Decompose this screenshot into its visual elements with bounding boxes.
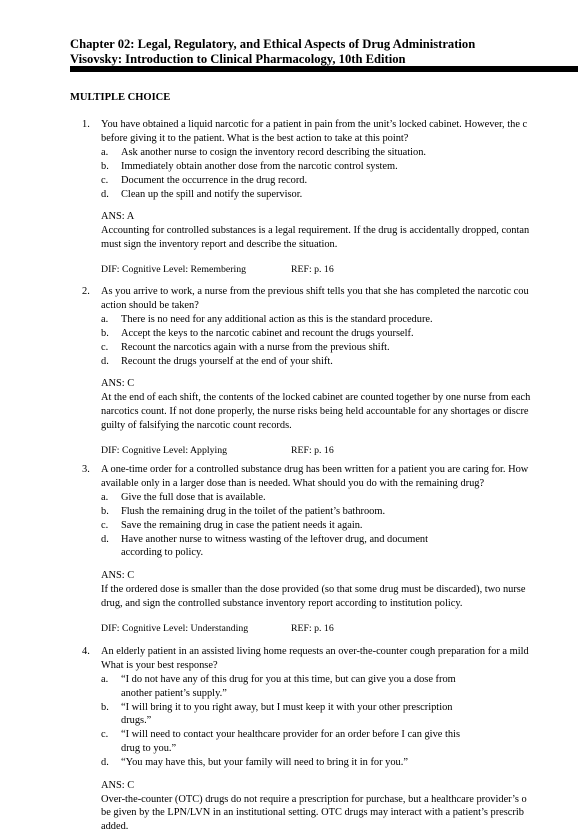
option-line: Immediately obtain another dose from the narcotic control system. bbox=[121, 160, 398, 172]
option-letter: a. bbox=[101, 314, 109, 326]
option-letter: a. bbox=[101, 492, 109, 504]
rationale-line: must sign the inventory report and describe the situation. bbox=[101, 238, 338, 250]
option-line: “I will need to contact your healthcare provider for an order before I can give this bbox=[121, 729, 460, 741]
option-letter: b. bbox=[101, 701, 109, 713]
option-text bbox=[121, 327, 414, 341]
rationale-line: If the ordered dose is smaller than the dose provided (so that some drug must be discarded), two nurse bbox=[101, 583, 526, 595]
question-stem bbox=[101, 463, 528, 491]
option-letter: c. bbox=[101, 174, 109, 186]
option-text bbox=[121, 355, 333, 369]
answer-key: ANS: C bbox=[101, 570, 135, 582]
page-reference: REF: p. 16 bbox=[291, 263, 334, 275]
option-letter: b. bbox=[101, 505, 109, 517]
option-line: Have another nurse to witness wasting of the leftover drug, and document bbox=[121, 533, 429, 545]
option-line: Document the occurrence in the drug record. bbox=[121, 174, 308, 186]
rationale-line: drug, and sign the controlled substance inventory report according to institution policy. bbox=[101, 597, 463, 609]
question-meta bbox=[101, 444, 334, 458]
rationale bbox=[101, 793, 527, 834]
option-text bbox=[121, 174, 307, 188]
question-stem bbox=[101, 285, 529, 313]
option-letter: d. bbox=[101, 756, 109, 768]
stem-line: As you arrive to work, a nurse from the previous shift tells you that she has completed the narcotic cou bbox=[101, 286, 529, 297]
option-line: Save the remaining drug in case the patient needs it again. bbox=[121, 519, 363, 531]
answer-key: ANS: A bbox=[101, 211, 135, 223]
option-letter: b. bbox=[101, 327, 109, 339]
rationale-line: Over-the-counter (OTC) drugs do not require a prescription for purchase, but a healthcare provider’s o bbox=[101, 793, 527, 805]
chapter-title: Chapter 02: Legal, Regulatory, and Ethical Aspects of Drug Administration bbox=[70, 37, 476, 51]
stem-line: action should be taken? bbox=[101, 299, 199, 311]
option-text bbox=[121, 505, 385, 519]
option-line: Clean up the spill and notify the supervisor. bbox=[121, 188, 303, 200]
option-text bbox=[121, 728, 460, 756]
question-stem bbox=[101, 645, 529, 673]
option-line: There is no need for any additional action as this is the standard procedure. bbox=[121, 314, 433, 326]
question-number: 2. bbox=[82, 286, 90, 297]
option-text bbox=[121, 701, 452, 729]
answer-key: ANS: C bbox=[101, 779, 135, 791]
option-letter: d. bbox=[101, 355, 109, 367]
rationale bbox=[101, 391, 530, 432]
option-line: Ask another nurse to cosign the inventory record describing the situation. bbox=[121, 147, 427, 159]
option-text bbox=[121, 673, 456, 701]
rationale-line: At the end of each shift, the contents of the locked cabinet are counted together by one nurse from each bbox=[101, 392, 531, 404]
option-letter: c. bbox=[101, 729, 109, 741]
option-line: “I do not have any of this drug for you at this time, but can give you a dose from bbox=[121, 674, 456, 686]
option-letter: d. bbox=[101, 188, 109, 200]
option-text bbox=[121, 756, 408, 770]
option-letter: a. bbox=[101, 674, 109, 686]
option-line: Recount the drugs yourself at the end of your shift. bbox=[121, 355, 333, 367]
option-letter: a. bbox=[101, 147, 109, 159]
option-text bbox=[121, 519, 363, 533]
section-title: MULTIPLE CHOICE bbox=[70, 92, 171, 103]
option-line: drug to you.” bbox=[121, 743, 177, 755]
stem-line: before giving it to the patient. What is the best action to take at this point? bbox=[101, 132, 409, 144]
rationale bbox=[101, 224, 529, 252]
answer-key: ANS: C bbox=[101, 378, 135, 390]
option-line: another patient’s supply.” bbox=[121, 687, 227, 699]
option-text bbox=[121, 491, 266, 505]
question-stem bbox=[101, 118, 527, 146]
difficulty-level: DIF: Cognitive Level: Understanding bbox=[101, 622, 249, 634]
rationale-line: narcotics count. If not done properly, the nurse risks being held accountable for any shortages or discre bbox=[101, 405, 529, 417]
stem-line: What is your best response? bbox=[101, 659, 218, 671]
difficulty-level: DIF: Cognitive Level: Applying bbox=[101, 444, 227, 456]
question-number: 4. bbox=[82, 646, 90, 657]
question-meta bbox=[101, 263, 334, 277]
option-text bbox=[121, 146, 426, 160]
book-title: Visovsky: Introduction to Clinical Pharmacology, 10th Edition bbox=[70, 52, 406, 66]
rationale-line: Accounting for controlled substances is a legal requirement. If the drug is accidentally dropped, contan bbox=[101, 225, 530, 237]
question-meta bbox=[101, 622, 334, 636]
option-text bbox=[121, 533, 428, 561]
option-text bbox=[121, 313, 433, 327]
option-letter: d. bbox=[101, 533, 109, 545]
option-line: drugs.” bbox=[121, 715, 152, 727]
option-text bbox=[121, 160, 398, 174]
option-letter: b. bbox=[101, 160, 109, 172]
question-number: 1. bbox=[82, 119, 90, 130]
stem-line: You have obtained a liquid narcotic for a patient in pain from the unit’s locked cabinet. However, the c bbox=[101, 119, 528, 130]
question-number: 3. bbox=[82, 464, 90, 475]
stem-line: An elderly patient in an assisted living home requests an over-the-counter cough preparation for a mild bbox=[101, 646, 529, 657]
rationale-line: added. bbox=[101, 821, 129, 833]
option-line: Flush the remaining drug in the toilet of the patient’s bathroom. bbox=[121, 505, 386, 517]
option-line: Give the full dose that is available. bbox=[121, 492, 266, 504]
option-letter: c. bbox=[101, 519, 109, 531]
stem-line: available only in a larger dose than is needed. What should you do with the remaining drug? bbox=[101, 477, 485, 489]
option-letter: c. bbox=[101, 341, 109, 353]
page-reference: REF: p. 16 bbox=[291, 622, 334, 634]
option-line: according to policy. bbox=[121, 547, 204, 559]
option-text bbox=[121, 341, 390, 355]
rationale-line: be given by the LPN/LVN in an institutional setting. OTC drugs may interact with a patient’s prescrib bbox=[101, 807, 524, 819]
rationale bbox=[101, 583, 525, 611]
difficulty-level: DIF: Cognitive Level: Remembering bbox=[101, 263, 247, 275]
option-text bbox=[121, 188, 302, 202]
rationale-line: guilty of falsifying the narcotic count records. bbox=[101, 419, 292, 431]
option-line: “You may have this, but your family will need to bring it in for you.” bbox=[121, 756, 408, 768]
page-reference: REF: p. 16 bbox=[291, 444, 334, 456]
option-line: Recount the narcotics again with a nurse from the previous shift. bbox=[121, 341, 390, 353]
option-line: Accept the keys to the narcotic cabinet and recount the drugs yourself. bbox=[121, 327, 414, 339]
option-line: “I will bring it to you right away, but I must keep it with your other prescription bbox=[121, 701, 453, 713]
stem-line: A one-time order for a controlled substance drug has been written for a patient you are caring for. How bbox=[101, 464, 529, 475]
